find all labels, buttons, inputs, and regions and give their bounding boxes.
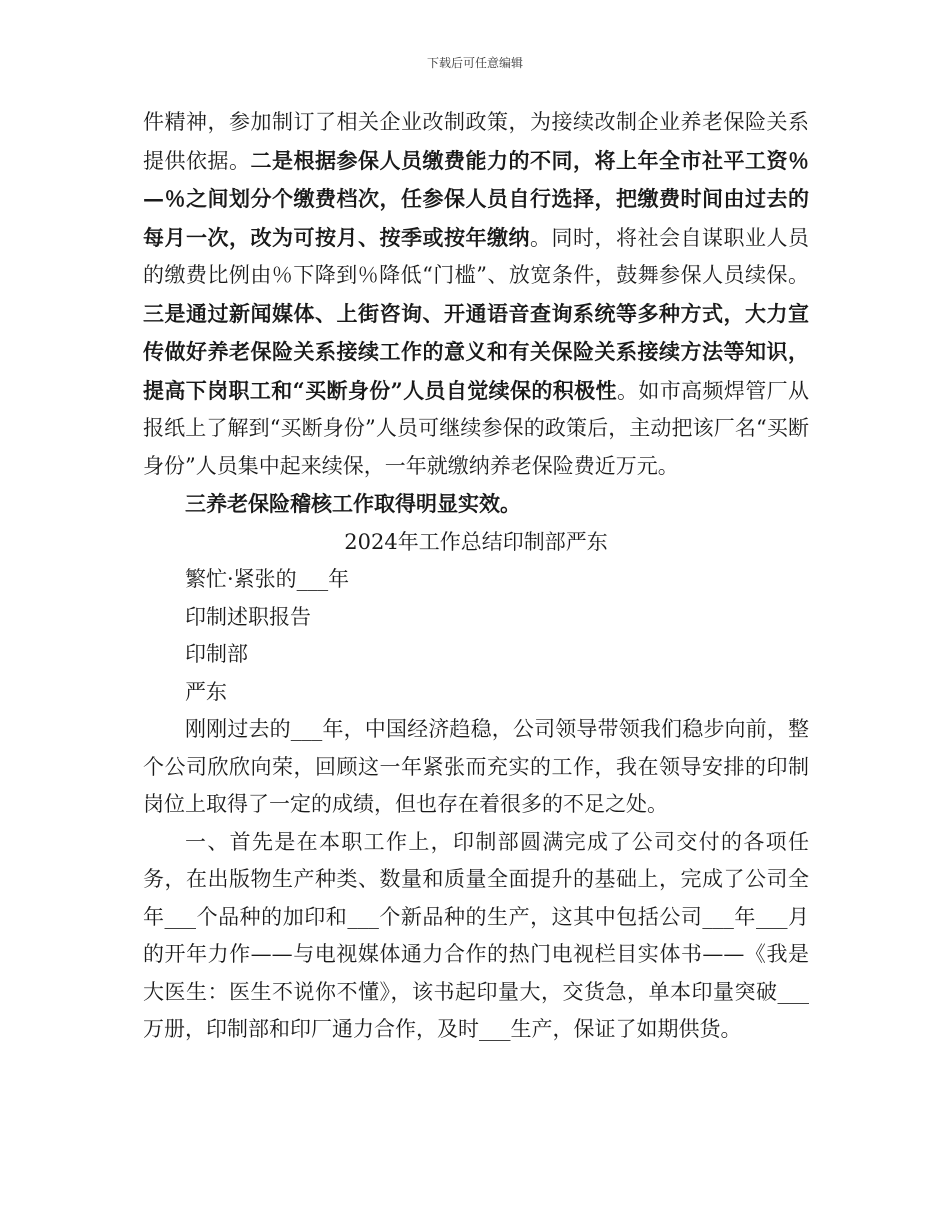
line-busy-year: 繁忙·紧张的___年 (185, 567, 350, 591)
bold-run-point-three: 三是通过新闻媒体、上街咨询、开通语音查询系统等多种方式，大力宣传做好养老保险关系接续工作的意义和有关保险关系接续方法等知识，提高下岗职工和“买断身份”人员自觉续保的积极性 (143, 300, 809, 403)
document-body (143, 104, 809, 1049)
line-report-title: 印制述职报告 (185, 604, 311, 629)
page-header-note: 下载后可任意编辑 (426, 56, 523, 70)
text-run: 。同时，将社会自谋职业人员的缴费比例由％下降到％降低“门槛”、放宽条件，鼓舞参保人员续保。 (143, 225, 809, 287)
text-run: 件精神，参加制订了相关企业改制政策，为接续改制企业养老保险关系提供依据。 (143, 110, 809, 173)
line-department: 印制部 (185, 642, 248, 666)
text-run: 。如市高频焊管厂从报纸上了解到“买断身份”人员可继续参保的政策后，主动把该厂名“买断身份”人员集中起来续保，一年就缴纳养老保险费近万元。 (143, 378, 809, 478)
paragraph-intro: 刚刚过去的___年，中国经济趋稳，公司领导带领我们稳步向前，整个公司欣欣向荣，回顾这一年紧张而充实的工作，我在领导安排的印制岗位上取得了一定的成绩，但也存在着很多的不足之处。 (143, 717, 809, 816)
document-title: 2024年工作总结印制部严东 (344, 529, 608, 554)
bold-run-point-two: 二是根据参保人员缴费能力的不同，将上年全市社平工资％—％之间划分个缴费档次，任参保人员自行选择，把缴费时间由过去的每月一次，改为可按月、按季或按年缴纳 (143, 147, 809, 250)
section-heading-text: 三养老保险稽核工作取得明显实效。 (185, 491, 521, 516)
paragraph-pension-continuation (143, 104, 809, 485)
section-heading (143, 485, 809, 524)
line-author: 严东 (185, 679, 227, 704)
paragraph-section-one: 一、首先是在本职工作上，印制部圆满完成了公司交付的各项任务，在出版物生产种类、数量和质量全面提升的基础上，完成了公司全年___个品种的加印和___个新品种的生产，这其中包括公司___年___月的开年力作——与电视媒体通力合作的热门电视栏目实体书——《我是大医生：医生不说你不懂》，该书起印量大，交货急，单本印量突破___万册，印制部和印厂通力合作，及时___生产，保证了如期供货。 (143, 829, 809, 1041)
